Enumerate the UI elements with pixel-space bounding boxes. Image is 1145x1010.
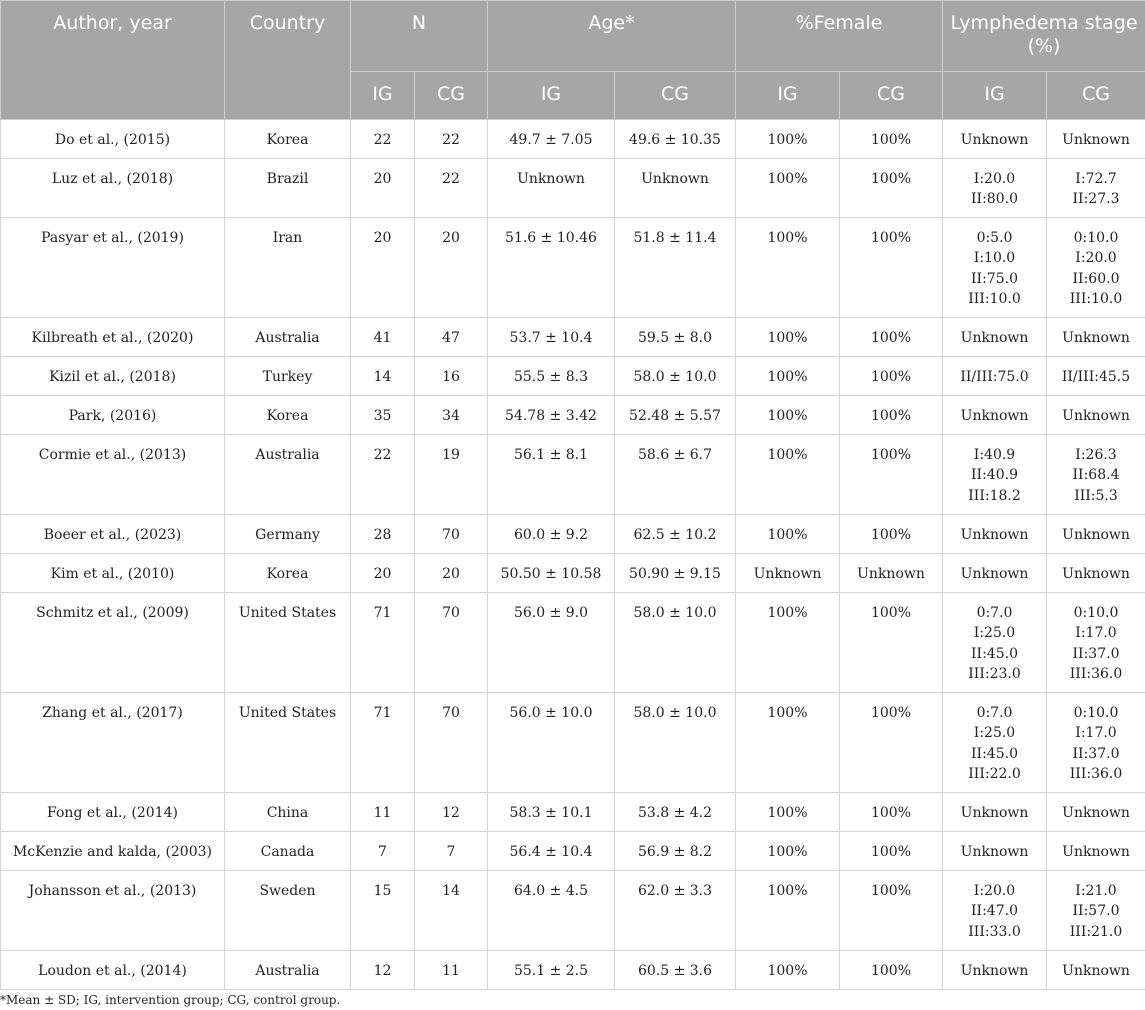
cell-author: Boeer et al., (2023) [1, 515, 225, 554]
cell-age-cg: 58.6 ± 6.7 [615, 435, 736, 515]
cell-author: Luz et al., (2018) [1, 159, 225, 218]
cell-age-cg: 62.5 ± 10.2 [615, 515, 736, 554]
cell-age-ig: 55.1 ± 2.5 [488, 951, 615, 990]
header-age-cg: CG [615, 72, 736, 120]
cell-n-ig: 28 [351, 515, 415, 554]
cell-stage-ig: 0:7.0 I:25.0 II:45.0 III:22.0 [943, 693, 1047, 793]
cell-female-cg: 100% [840, 357, 943, 396]
cell-age-ig: 55.5 ± 8.3 [488, 357, 615, 396]
cell-female-ig: 100% [736, 396, 840, 435]
cell-n-cg: 7 [415, 832, 488, 871]
cell-stage-cg: 0:10.0 I:17.0 II:37.0 III:36.0 [1047, 693, 1145, 793]
cell-stage-ig: Unknown [943, 832, 1047, 871]
cell-female-cg: 100% [840, 218, 943, 318]
cell-age-ig: 49.7 ± 7.05 [488, 120, 615, 159]
header-age: Age* [488, 1, 736, 72]
cell-age-ig: 50.50 ± 10.58 [488, 554, 615, 593]
cell-female-cg: 100% [840, 871, 943, 951]
cell-n-cg: 19 [415, 435, 488, 515]
cell-author: Zhang et al., (2017) [1, 693, 225, 793]
cell-n-ig: 11 [351, 793, 415, 832]
cell-country: Korea [225, 554, 351, 593]
cell-female-cg: 100% [840, 396, 943, 435]
cell-age-ig: 56.1 ± 8.1 [488, 435, 615, 515]
cell-stage-cg: I:72.7 II:27.3 [1047, 159, 1145, 218]
cell-n-ig: 71 [351, 693, 415, 793]
cell-age-cg: 58.0 ± 10.0 [615, 593, 736, 693]
header-age-ig: IG [488, 72, 615, 120]
cell-n-cg: 12 [415, 793, 488, 832]
cell-n-cg: 22 [415, 159, 488, 218]
cell-n-cg: 11 [415, 951, 488, 990]
cell-n-ig: 15 [351, 871, 415, 951]
cell-country: Korea [225, 396, 351, 435]
table-row [1, 793, 1145, 832]
header-female-ig: IG [736, 72, 840, 120]
cell-n-cg: 34 [415, 396, 488, 435]
table-row [1, 593, 1145, 693]
table-row [1, 396, 1145, 435]
cell-female-ig: 100% [736, 693, 840, 793]
cell-female-cg: 100% [840, 593, 943, 693]
cell-n-ig: 22 [351, 435, 415, 515]
cell-female-ig: 100% [736, 793, 840, 832]
cell-stage-cg: Unknown [1047, 515, 1145, 554]
header-n: N [351, 1, 488, 72]
cell-female-ig: 100% [736, 871, 840, 951]
cell-n-ig: 71 [351, 593, 415, 693]
cell-age-ig: 53.7 ± 10.4 [488, 318, 615, 357]
cell-author: Cormie et al., (2013) [1, 435, 225, 515]
cell-n-ig: 20 [351, 159, 415, 218]
cell-age-cg: 56.9 ± 8.2 [615, 832, 736, 871]
cell-author: McKenzie and kalda, (2003) [1, 832, 225, 871]
cell-country: Australia [225, 318, 351, 357]
cell-country: Turkey [225, 357, 351, 396]
cell-author: Kizil et al., (2018) [1, 357, 225, 396]
cell-female-ig: Unknown [736, 554, 840, 593]
cell-n-cg: 22 [415, 120, 488, 159]
header-stage-cg: CG [1047, 72, 1145, 120]
table-row [1, 357, 1145, 396]
cell-country: Sweden [225, 871, 351, 951]
cell-female-ig: 100% [736, 120, 840, 159]
cell-country: Germany [225, 515, 351, 554]
cell-female-cg: 100% [840, 793, 943, 832]
cell-stage-cg: Unknown [1047, 793, 1145, 832]
header-n-ig: IG [351, 72, 415, 120]
cell-country: Brazil [225, 159, 351, 218]
cell-female-ig: 100% [736, 218, 840, 318]
table-row [1, 218, 1145, 318]
cell-female-ig: 100% [736, 515, 840, 554]
cell-n-cg: 20 [415, 218, 488, 318]
cell-stage-cg: Unknown [1047, 396, 1145, 435]
table-row [1, 318, 1145, 357]
cell-n-ig: 20 [351, 218, 415, 318]
cell-n-cg: 14 [415, 871, 488, 951]
cell-age-cg: 58.0 ± 10.0 [615, 357, 736, 396]
cell-country: Korea [225, 120, 351, 159]
cell-age-cg: 52.48 ± 5.57 [615, 396, 736, 435]
cell-age-ig: Unknown [488, 159, 615, 218]
cell-country: United States [225, 693, 351, 793]
cell-country: China [225, 793, 351, 832]
cell-country: Iran [225, 218, 351, 318]
table-row [1, 871, 1145, 951]
cell-age-ig: 56.0 ± 10.0 [488, 693, 615, 793]
table-row [1, 515, 1145, 554]
table-row [1, 554, 1145, 593]
cell-n-ig: 20 [351, 554, 415, 593]
table-header [1, 1, 1145, 120]
cell-female-ig: 100% [736, 318, 840, 357]
cell-female-cg: 100% [840, 832, 943, 871]
cell-n-cg: 70 [415, 693, 488, 793]
header-lymphedema-stage: Lymphedema stage (%) [943, 1, 1145, 72]
cell-age-cg: 62.0 ± 3.3 [615, 871, 736, 951]
cell-author: Do et al., (2015) [1, 120, 225, 159]
cell-stage-ig: I:20.0 II:47.0 III:33.0 [943, 871, 1047, 951]
header-female: %Female [736, 1, 943, 72]
cell-female-cg: 100% [840, 159, 943, 218]
cell-n-cg: 70 [415, 515, 488, 554]
cell-country: Australia [225, 435, 351, 515]
cell-author: Park, (2016) [1, 396, 225, 435]
cell-n-ig: 7 [351, 832, 415, 871]
cell-female-ig: 100% [736, 357, 840, 396]
cell-stage-ig: I:40.9 II:40.9 III:18.2 [943, 435, 1047, 515]
cell-female-ig: 100% [736, 159, 840, 218]
cell-n-cg: 20 [415, 554, 488, 593]
cell-n-ig: 22 [351, 120, 415, 159]
header-female-cg: CG [840, 72, 943, 120]
cell-age-ig: 54.78 ± 3.42 [488, 396, 615, 435]
cell-author: Pasyar et al., (2019) [1, 218, 225, 318]
header-n-cg: CG [415, 72, 488, 120]
cell-stage-ig: II/III:75.0 [943, 357, 1047, 396]
cell-female-ig: 100% [736, 435, 840, 515]
cell-country: United States [225, 593, 351, 693]
cell-stage-cg: I:21.0 II:57.0 III:21.0 [1047, 871, 1145, 951]
cell-age-ig: 56.4 ± 10.4 [488, 832, 615, 871]
cell-female-cg: 100% [840, 435, 943, 515]
cell-stage-ig: 0:7.0 I:25.0 II:45.0 III:23.0 [943, 593, 1047, 693]
cell-female-cg: 100% [840, 951, 943, 990]
table-row [1, 159, 1145, 218]
cell-country: Australia [225, 951, 351, 990]
cell-age-cg: 53.8 ± 4.2 [615, 793, 736, 832]
cell-female-cg: 100% [840, 318, 943, 357]
cell-country: Canada [225, 832, 351, 871]
cell-age-ig: 64.0 ± 4.5 [488, 871, 615, 951]
table-row [1, 832, 1145, 871]
cell-author: Johansson et al., (2013) [1, 871, 225, 951]
cell-stage-ig: I:20.0 II:80.0 [943, 159, 1047, 218]
cell-author: Kim et al., (2010) [1, 554, 225, 593]
cell-author: Loudon et al., (2014) [1, 951, 225, 990]
cell-n-ig: 41 [351, 318, 415, 357]
cell-stage-cg: I:26.3 II:68.4 III:5.3 [1047, 435, 1145, 515]
cell-stage-ig: Unknown [943, 554, 1047, 593]
cell-stage-ig: Unknown [943, 793, 1047, 832]
cell-n-ig: 12 [351, 951, 415, 990]
cell-author: Fong et al., (2014) [1, 793, 225, 832]
table-body [1, 120, 1145, 990]
cell-age-ig: 56.0 ± 9.0 [488, 593, 615, 693]
cell-n-cg: 16 [415, 357, 488, 396]
cell-stage-ig: Unknown [943, 120, 1047, 159]
cell-stage-ig: Unknown [943, 515, 1047, 554]
cell-n-cg: 47 [415, 318, 488, 357]
cell-female-cg: 100% [840, 120, 943, 159]
cell-age-cg: 50.90 ± 9.15 [615, 554, 736, 593]
cell-female-ig: 100% [736, 951, 840, 990]
cell-female-cg: 100% [840, 515, 943, 554]
cell-n-ig: 14 [351, 357, 415, 396]
cell-stage-cg: Unknown [1047, 554, 1145, 593]
cell-stage-cg: Unknown [1047, 951, 1145, 990]
table-row [1, 693, 1145, 793]
cell-stage-ig: 0:5.0 I:10.0 II:75.0 III:10.0 [943, 218, 1047, 318]
cell-age-cg: 59.5 ± 8.0 [615, 318, 736, 357]
cell-stage-cg: Unknown [1047, 120, 1145, 159]
cell-age-ig: 60.0 ± 9.2 [488, 515, 615, 554]
cell-n-cg: 70 [415, 593, 488, 693]
cell-stage-cg: 0:10.0 I:20.0 II:60.0 III:10.0 [1047, 218, 1145, 318]
cell-stage-ig: Unknown [943, 396, 1047, 435]
table-row [1, 951, 1145, 990]
cell-age-cg: 58.0 ± 10.0 [615, 693, 736, 793]
cell-n-ig: 35 [351, 396, 415, 435]
cell-author: Schmitz et al., (2009) [1, 593, 225, 693]
cell-stage-cg: Unknown [1047, 832, 1145, 871]
cell-age-cg: Unknown [615, 159, 736, 218]
cell-age-cg: 51.8 ± 11.4 [615, 218, 736, 318]
cell-stage-ig: Unknown [943, 318, 1047, 357]
cell-stage-ig: Unknown [943, 951, 1047, 990]
cell-female-ig: 100% [736, 832, 840, 871]
header-author-year: Author, year [1, 1, 225, 120]
cell-stage-cg: Unknown [1047, 318, 1145, 357]
table-footnote: *Mean ± SD; IG, intervention group; CG, control group. [0, 993, 341, 1007]
cell-age-ig: 58.3 ± 10.1 [488, 793, 615, 832]
cell-age-cg: 60.5 ± 3.6 [615, 951, 736, 990]
cell-age-ig: 51.6 ± 10.46 [488, 218, 615, 318]
table-row [1, 120, 1145, 159]
cell-stage-cg: 0:10.0 I:17.0 II:37.0 III:36.0 [1047, 593, 1145, 693]
table-row [1, 435, 1145, 515]
header-country: Country [225, 1, 351, 120]
cell-female-ig: 100% [736, 593, 840, 693]
cell-age-cg: 49.6 ± 10.35 [615, 120, 736, 159]
cell-female-cg: Unknown [840, 554, 943, 593]
cell-stage-cg: II/III:45.5 [1047, 357, 1145, 396]
cell-author: Kilbreath et al., (2020) [1, 318, 225, 357]
cell-female-cg: 100% [840, 693, 943, 793]
header-stage-ig: IG [943, 72, 1047, 120]
